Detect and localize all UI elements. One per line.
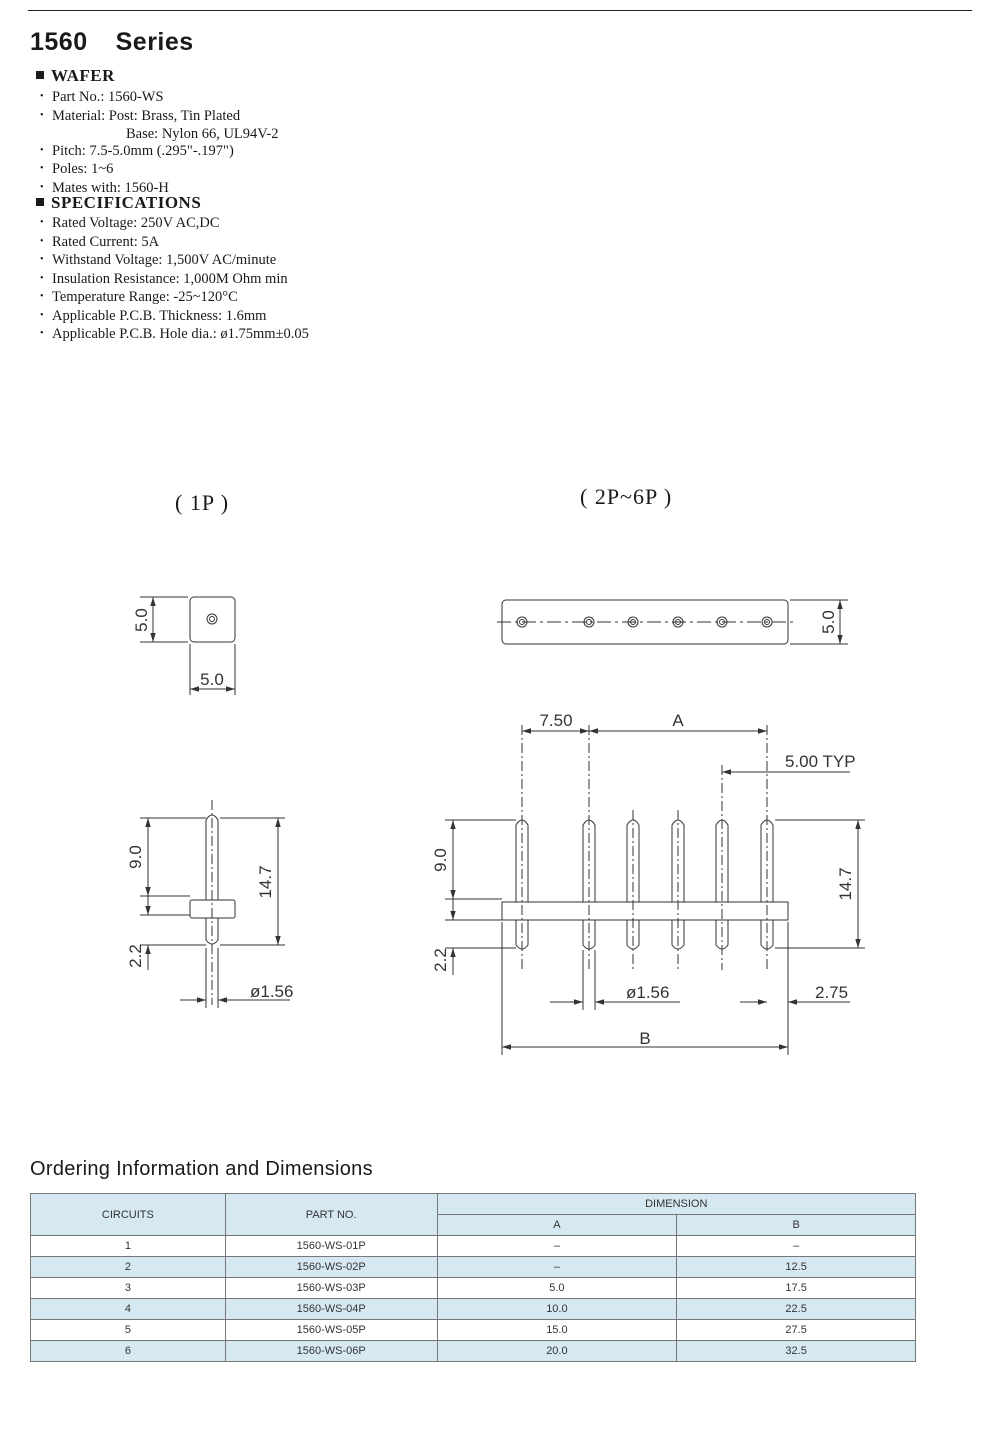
list-item: • Poles: 1~6: [40, 161, 114, 177]
header-b: B: [677, 1215, 916, 1236]
dim-1p-lower-label: 2.2: [126, 944, 145, 968]
ordering-table: [30, 1193, 916, 1362]
list-item: • Rated Current: 5A: [40, 233, 160, 250]
cell-part: 1560-WS-03P: [225, 1278, 437, 1299]
cell-b: –: [677, 1236, 916, 1257]
cell-part: 1560-WS-04P: [225, 1299, 437, 1320]
dot-bullet-icon: •: [40, 91, 44, 102]
table-row: [31, 1341, 916, 1362]
cell-part: 1560-WS-02P: [225, 1257, 437, 1278]
cell-a: –: [437, 1257, 677, 1278]
caption-2p-6p: ( 2P~6P ): [580, 484, 673, 509]
dim-multi-total-label: 14.7: [836, 867, 855, 901]
table-row: [31, 1236, 916, 1257]
list-item: • Insulation Resistance: 1,000M Ohm min: [40, 270, 288, 287]
dot-bullet-icon: •: [40, 235, 44, 247]
cell-circuits: 6: [31, 1341, 226, 1362]
dot-bullet-icon: •: [40, 181, 44, 193]
side-view-1p: [140, 800, 290, 1008]
cell-part: 1560-WS-06P: [225, 1341, 437, 1362]
cell-part: 1560-WS-01P: [225, 1236, 437, 1257]
dot-bullet-icon: •: [40, 144, 44, 156]
cell-a: 10.0: [437, 1299, 677, 1320]
dot-bullet-icon: •: [40, 109, 44, 121]
cell-a: 5.0: [437, 1278, 677, 1299]
specifications-heading: SPECIFICATIONS: [36, 193, 201, 213]
cell-a: 15.0: [437, 1320, 677, 1341]
list-item: • Applicable P.C.B. Hole dia.: ø1.75mm±0.05: [40, 326, 309, 342]
dim-1p-width-label: 5.0: [200, 670, 224, 689]
cell-b: 12.5: [677, 1257, 916, 1278]
cell-circuits: 4: [31, 1299, 226, 1320]
cell-b: 27.5: [677, 1320, 916, 1341]
dim-1p-total-label: 14.7: [256, 865, 275, 899]
dim-multi-dia-label: ø1.56: [626, 983, 670, 1002]
header-circuits: CIRCUITS: [31, 1194, 226, 1236]
series-number: 1560: [30, 28, 88, 56]
dim-1p-height-label: 5.0: [132, 608, 151, 632]
dim-multi-lower-label: 2.2: [431, 948, 450, 972]
dim-pitch-typ-label: 5.00 TYP: [785, 752, 856, 771]
dim-pitch-first-label: 7.50: [539, 711, 573, 730]
list-item: • Temperature Range: -25~120°C: [40, 289, 238, 305]
caption-1p: ( 1P ): [175, 490, 230, 515]
table-row: [31, 1320, 916, 1341]
header-a: A: [437, 1215, 677, 1236]
list-item: • Applicable P.C.B. Thickness: 1.6mm: [40, 307, 267, 324]
cell-circuits: 5: [31, 1320, 226, 1341]
cell-part: 1560-WS-05P: [225, 1320, 437, 1341]
dot-bullet-icon: •: [40, 309, 44, 321]
dim-multi-upper-label: 9.0: [431, 848, 450, 872]
dot-bullet-icon: •: [40, 291, 44, 302]
cell-circuits: 2: [31, 1257, 226, 1278]
ordering-title: Ordering Information and Dimensions: [30, 1158, 373, 1180]
list-item: • Material: Post: Brass, Tin Plated: [40, 107, 241, 124]
series-word: Series: [115, 28, 194, 56]
cell-a: –: [437, 1236, 677, 1257]
header-dimension: DIMENSION: [437, 1194, 915, 1215]
header-part-no: PART NO.: [225, 1194, 437, 1236]
list-item: • Mates with: 1560-H: [40, 179, 169, 196]
list-item: • Rated Voltage: 250V AC,DC: [40, 215, 220, 231]
dot-bullet-icon: •: [40, 217, 44, 228]
cell-b: 17.5: [677, 1278, 916, 1299]
list-item: • Withstand Voltage: 1,500V AC/minute: [40, 252, 277, 268]
cell-a: 20.0: [437, 1341, 677, 1362]
dim-edge-label: 2.75: [815, 983, 849, 1002]
dot-bullet-icon: •: [40, 328, 44, 339]
table-row: [31, 1278, 916, 1299]
dim-b-label: B: [639, 1029, 651, 1048]
list-item: • Pitch: 7.5-5.0mm (.295"-.197"): [40, 142, 234, 159]
dot-bullet-icon: •: [40, 254, 44, 265]
cell-b: 22.5: [677, 1299, 916, 1320]
top-view-multi: [497, 600, 848, 644]
table-row: [31, 1299, 916, 1320]
dim-1p-upper-label: 9.0: [126, 845, 145, 869]
dim-a-label: A: [672, 711, 684, 730]
dim-1p-dia-label: ø1.56: [250, 982, 294, 1001]
list-item: Base: Nylon 66, UL94V-2: [126, 126, 279, 142]
dot-bullet-icon: •: [40, 272, 44, 284]
dot-bullet-icon: •: [40, 163, 44, 174]
cell-circuits: 3: [31, 1278, 226, 1299]
cell-circuits: 1: [31, 1236, 226, 1257]
table-row: [31, 1257, 916, 1278]
side-view-multi: [445, 725, 865, 1055]
wafer-heading: WAFER: [36, 66, 115, 86]
dim-multi-height-label: 5.0: [819, 610, 838, 634]
list-item: • Part No.: 1560-WS: [40, 89, 164, 105]
cell-b: 32.5: [677, 1341, 916, 1362]
